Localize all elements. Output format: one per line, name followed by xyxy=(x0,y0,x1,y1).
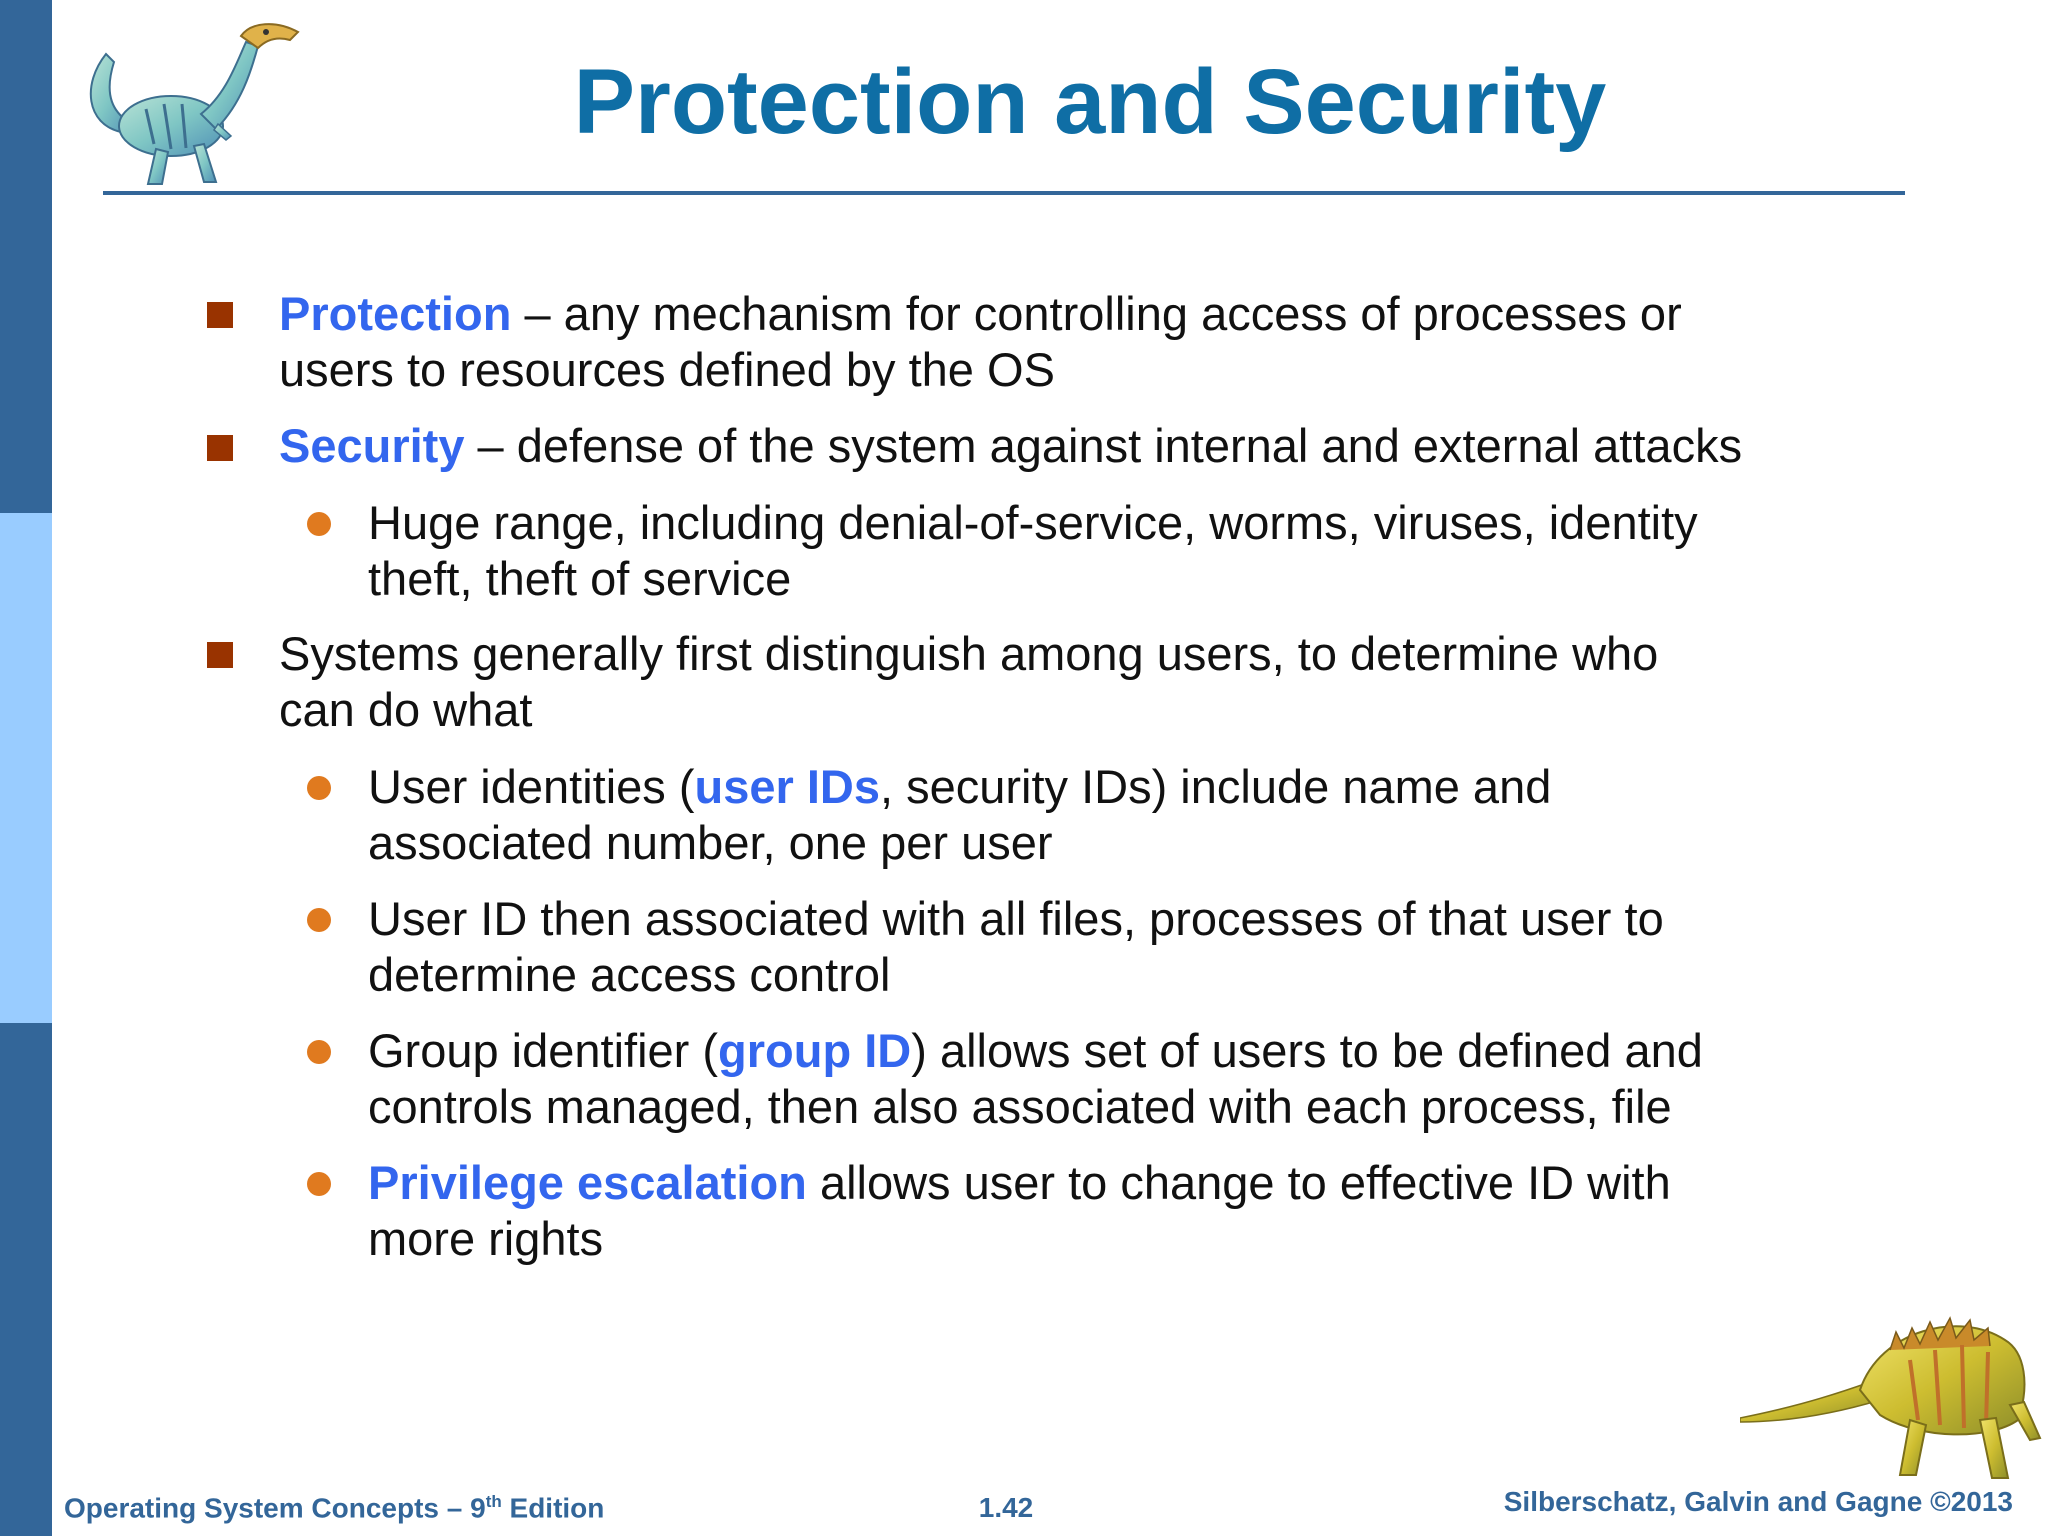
bullet-text: Systems generally first distinguish among users, to determine who xyxy=(279,627,1659,680)
circle-bullet-icon xyxy=(307,512,331,536)
circle-bullet-icon xyxy=(307,776,331,800)
bullet-security xyxy=(279,418,1742,474)
circle-bullet-icon xyxy=(307,1040,331,1064)
bullet-text-continued: users to resources defined by the OS xyxy=(279,343,1055,396)
bullet-text-continued: determine access control xyxy=(368,948,891,1001)
square-bullet-icon xyxy=(207,642,233,668)
bullet-text: , security IDs) include name and xyxy=(879,760,1552,813)
square-bullet-icon xyxy=(207,302,233,328)
circle-bullet-icon xyxy=(307,908,331,932)
sub-bullet-group-identifier xyxy=(368,1023,1703,1135)
keyword-security: Security xyxy=(279,419,465,472)
bullet-text: Group identifier ( xyxy=(368,1024,719,1077)
footer-book-superscript: th xyxy=(485,1492,502,1511)
bullet-systems-distinguish xyxy=(279,626,1658,738)
bullet-text: User identities ( xyxy=(368,760,695,813)
sub-bullet-user-identities xyxy=(368,759,1551,871)
keyword-group-id: group ID xyxy=(718,1024,912,1077)
bullet-text: User ID then associated with all files, processes of that user to xyxy=(368,892,1664,945)
keyword-user-ids: user IDs xyxy=(694,760,880,813)
bullet-text: Huge range, including denial-of-service, worms, viruses, identity xyxy=(368,496,1698,549)
footer-book-suffix: Edition xyxy=(501,1492,605,1524)
bullet-text-continued: can do what xyxy=(279,683,533,736)
bullet-text-continued: associated number, one per user xyxy=(368,816,1053,869)
bullet-text-continued: theft, theft of service xyxy=(368,552,792,605)
bullet-text: – defense of the system against internal and external attacks xyxy=(464,419,1743,472)
keyword-privilege-escalation: Privilege escalation xyxy=(368,1156,807,1209)
bullet-text-continued: controls managed, then also associated with each process, file xyxy=(368,1080,1672,1133)
sub-bullet-user-id-association xyxy=(368,891,1664,1003)
bullet-protection xyxy=(279,286,1682,398)
footer-page-number: 1.42 xyxy=(978,1492,1034,1523)
square-bullet-icon xyxy=(207,435,233,461)
sub-bullet-huge-range xyxy=(368,495,1698,607)
sub-bullet-privilege-escalation xyxy=(368,1155,1671,1267)
circle-bullet-icon xyxy=(307,1172,331,1196)
keyword-protection: Protection xyxy=(279,287,512,340)
bullet-text: – any mechanism for controlling access of processes or xyxy=(511,287,1682,340)
footer-book-title xyxy=(64,1492,604,1524)
footer-book-prefix: Operating System Concepts – 9 xyxy=(64,1492,486,1524)
bullet-text: allows user to change to effective ID with xyxy=(806,1156,1671,1209)
slide-title: Protection and Security xyxy=(573,51,1607,153)
bullet-text-continued: more rights xyxy=(368,1212,604,1265)
footer-authors: Silberschatz, Galvin and Gagne ©2013 xyxy=(1503,1486,2013,1517)
bullet-text: ) allows set of users to be defined and xyxy=(911,1024,1703,1077)
